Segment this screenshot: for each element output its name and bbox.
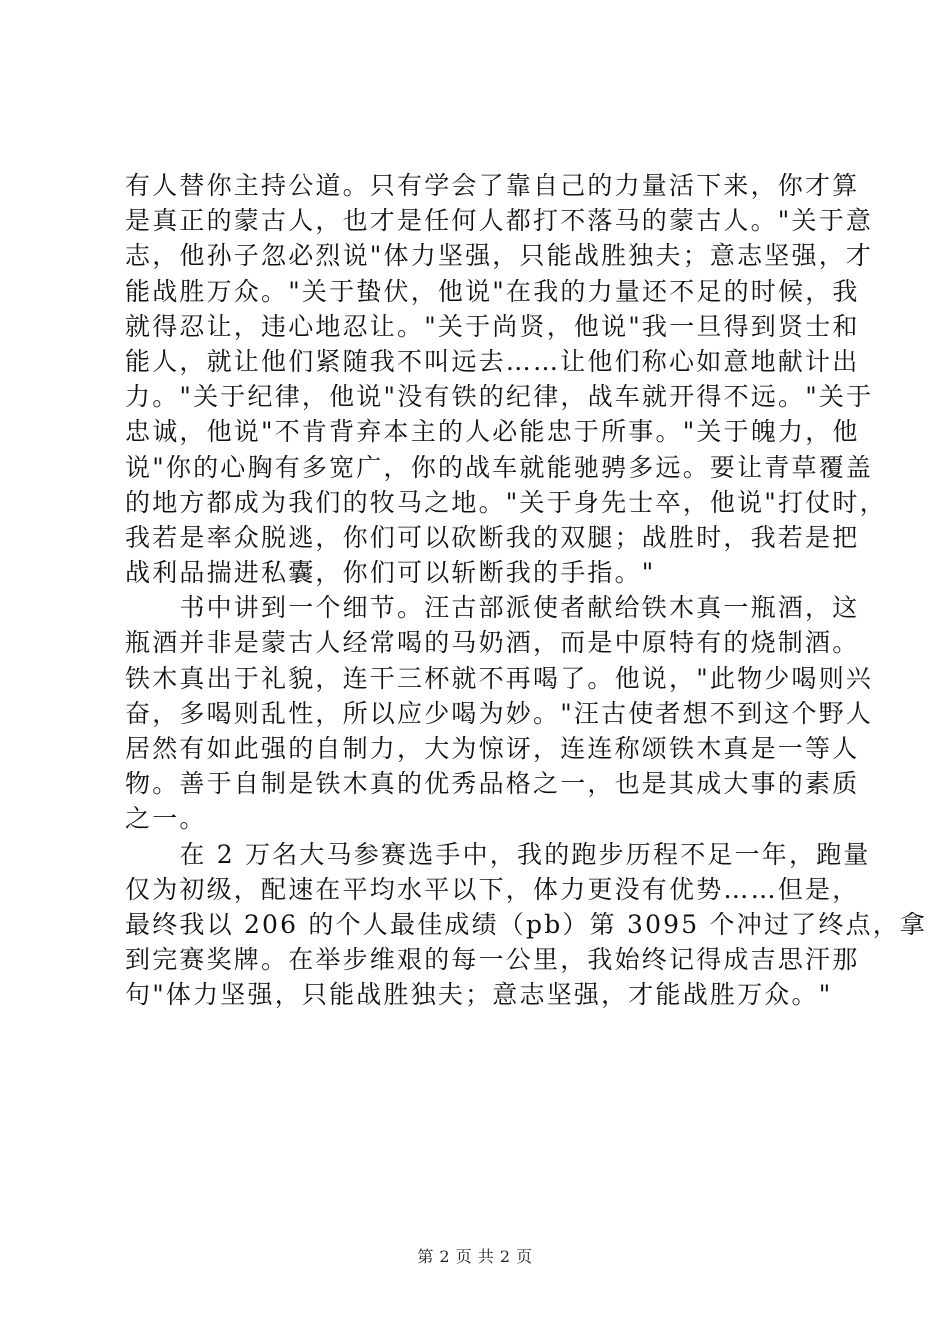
text-line: 说"你的心胸有多宽广，你的战车就能驰骋多远。要让青草覆盖 <box>125 452 874 482</box>
text-line: 瓶酒并非是蒙古人经常喝的马奶酒，而是中原特有的烧制酒。 <box>125 628 860 658</box>
text-line: 忠诚，他说"不肯背弃本主的人必能忠于所事。"关于魄力，他 <box>125 417 860 447</box>
text-line: 力。"关于纪律，他说"没有铁的纪律，战车就开得不远。"关于 <box>125 382 874 412</box>
text-line: 是真正的蒙古人，也才是任何人都打不落马的蒙古人。"关于意 <box>125 206 874 236</box>
text-line: 有人替你主持公道。只有学会了靠自己的力量活下来，你才算 <box>125 171 860 200</box>
text-line: 到完赛奖牌。在举步维艰的每一公里，我始终记得成吉思汗那 <box>125 945 860 975</box>
text-line: 的地方都成为我们的牧马之地。"关于身先士卒，他说"打仗时， <box>125 487 887 517</box>
text-line: 战利品揣进私囊，你们可以斩断我的手指。" <box>125 558 656 588</box>
body-text <box>125 168 928 1013</box>
text-line: 奋，多喝则乱性，所以应少喝为妙。"汪古使者想不到这个野人 <box>125 698 874 728</box>
text-line: 能战胜万众。"关于蛰伏，他说"在我的力量还不足的时候，我 <box>125 276 860 306</box>
text-line: 在 2 万名大马参赛选手中，我的跑步历程不足一年，跑量 <box>125 839 871 869</box>
text-line: 句"体力坚强，只能战胜独夫；意志坚强，才能战胜万众。" <box>125 980 833 1010</box>
text-line: 书中讲到一个细节。汪古部派使者献给铁木真一瓶酒，这 <box>125 593 860 623</box>
text-line: 我若是率众脱逃，你们可以砍断我的双腿；战胜时，我若是把 <box>125 522 860 552</box>
text-line: 铁木真出于礼貌，连干三杯就不再喝了。他说，"此物少喝则兴 <box>125 663 874 693</box>
text-line: 物。善于自制是铁木真的优秀品格之一，也是其成大事的素质 <box>125 769 860 799</box>
text-line: 居然有如此强的自制力，大为惊讶，连连称颂铁木真是一等人 <box>125 734 860 763</box>
text-line: 仅为初级，配速在平均水平以下，体力更没有优势……但是， <box>125 874 860 904</box>
text-line: 志，他孙子忽必烈说"体力坚强，只能战胜独夫；意志坚强，才 <box>125 241 874 271</box>
text-line: 最终我以 206 的个人最佳成绩（pb）第 3095 个冲过了终点，拿 <box>125 909 928 939</box>
text-line: 之一。 <box>125 804 207 834</box>
text-line: 能人，就让他们紧随我不叫远去……让他们称心如意地献计出 <box>125 346 860 376</box>
page-number-footer: 第 2 页 共 2 页 <box>417 1247 533 1266</box>
text-line: 就得忍让，违心地忍让。"关于尚贤，他说"我一旦得到贤士和 <box>125 311 860 341</box>
